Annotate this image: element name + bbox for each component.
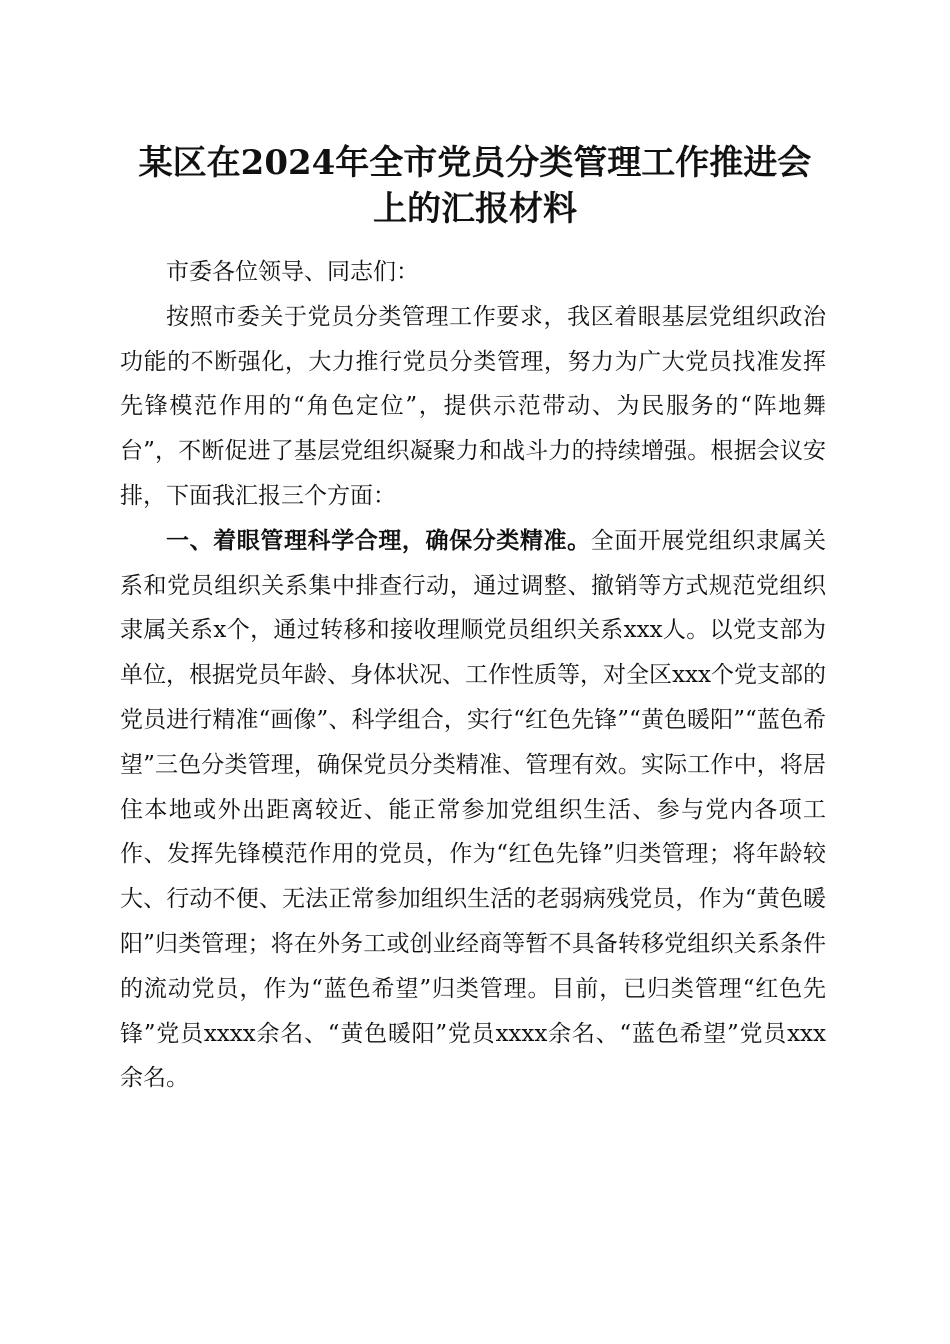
document-body xyxy=(120,250,826,1101)
section-1-heading: 一、着眼管理科学合理，确保分类精准。 xyxy=(166,527,591,554)
salutation: 市委各位领导、同志们： xyxy=(166,259,419,285)
title-line-2: 上的汇报材料 xyxy=(373,189,577,229)
title-line-1: 某区在2024年全市党员分类管理工作推进会 xyxy=(138,143,812,183)
document-title xyxy=(100,140,850,232)
intro-paragraph: 按照市委关于党员分类管理工作要求，我区着眼基层党组织政治功能的不断强化，大力推行党员分类管理，努力为广大党员找准发挥先锋模范作用的“角色定位”，提供示范带动、为民服务的“阵地舞台”，不断促进了基层党组织凝聚力和战斗力的持续增强。根据会议安排，下面我汇报三个方面： xyxy=(120,303,826,509)
section-1-body: 全面开展党组织隶属关系和党员组织关系集中排查行动，通过调整、撤销等方式规范党组织隶属关系x个，通过转移和接收理顺党员组织关系xxx人。以党支部为单位，根据党员年龄、身体状况、工作性质等，对全区xxx个党支部的党员进行精准“画像”、科学组合，实行“红色先锋”“黄色暖阳”“蓝色希望”三色分类管理，确保党员分类精准、管理有效。实际工作中，将居住本地或外出距离较近、能正常参加党组织生活、参与党内各项工作、发挥先锋模范作用的党员，作为“红色先锋”归类管理；将年龄较大、行动不便、无法正常参加组织生活的老弱病残党员，作为“黄色暖阳”归类管理；将在外务工或创业经商等暂不具备转移党组织关系条件的流动党员，作为“蓝色希望”归类管理。目前，已归类管理“红色先锋”党员xxxx余名、“黄色暖阳”党员xxxx余名、“蓝色希望”党员xxx余名。 xyxy=(120,527,827,1092)
section-1-paragraph xyxy=(120,519,826,1101)
